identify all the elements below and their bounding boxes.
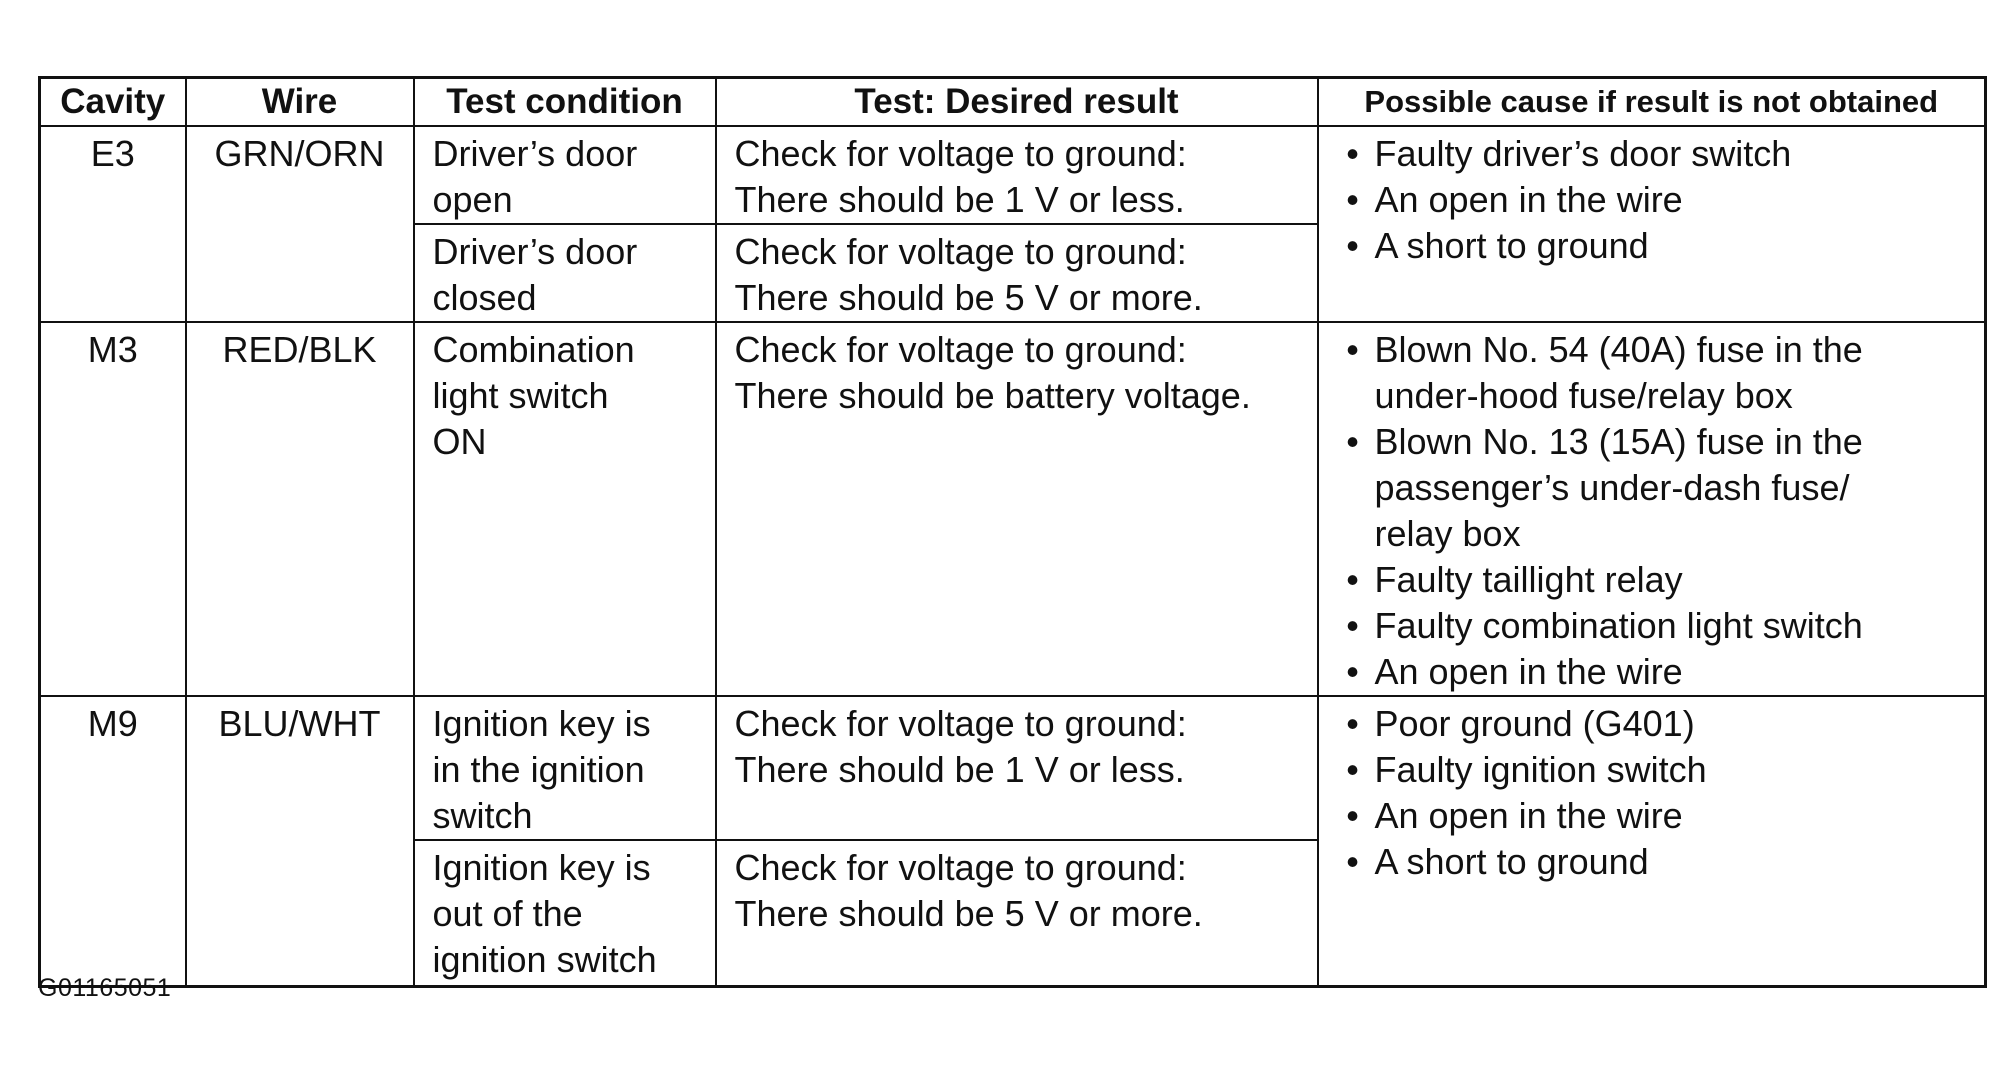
bullet-icon: •	[1346, 329, 1359, 370]
list-item	[1339, 839, 1973, 885]
list-item	[1339, 131, 1973, 177]
cavity-cell	[40, 126, 186, 322]
bullet-icon: •	[1346, 703, 1359, 744]
wire-color: RED/BLK	[222, 329, 377, 370]
wire-cell	[186, 126, 414, 322]
possible-cause-list	[1319, 127, 1985, 269]
cavity-cell	[40, 696, 186, 987]
cavity-value: M9	[87, 703, 138, 744]
list-item	[1339, 557, 1973, 603]
cause-text: A short to ground	[1374, 841, 1649, 882]
cause-text: An open in the wire	[1374, 651, 1683, 692]
header-possible-cause: Possible cause if result is not obtained	[1318, 78, 1986, 127]
table-row	[40, 322, 1986, 696]
list-item	[1339, 223, 1973, 269]
possible-cause-list	[1319, 697, 1985, 885]
cause-text: Blown No. 13 (15A) fuse in the passenger’s under-dash fuse/ relay box	[1374, 421, 1863, 554]
bullet-icon: •	[1346, 795, 1359, 836]
possible-cause-cell	[1318, 696, 1986, 987]
wire-color: BLU/WHT	[218, 703, 381, 744]
desired-result: Check for voltage to ground: There should be 5 V or more.	[734, 847, 1203, 934]
list-item	[1339, 793, 1973, 839]
test-condition-cell	[414, 696, 716, 840]
test-condition: Driver’s door open	[432, 133, 638, 220]
wire-cell	[186, 322, 414, 696]
bullet-icon: •	[1346, 421, 1359, 462]
bullet-icon: •	[1346, 133, 1359, 174]
test-condition: Ignition key is out of the ignition switch	[432, 847, 657, 980]
bullet-icon: •	[1346, 651, 1359, 692]
bullet-icon: •	[1346, 605, 1359, 646]
cause-text: Faulty taillight relay	[1374, 559, 1683, 600]
desired-result: Check for voltage to ground: There should be 1 V or less.	[734, 703, 1187, 790]
cause-text: A short to ground	[1374, 225, 1649, 266]
test-condition: Combination light switch ON	[432, 329, 635, 462]
desired-result-cell	[716, 322, 1318, 696]
test-condition-cell	[414, 322, 716, 696]
cause-text: An open in the wire	[1374, 795, 1683, 836]
cause-text: Faulty combination light switch	[1374, 605, 1863, 646]
possible-cause-cell	[1318, 126, 1986, 322]
table-row	[40, 696, 1986, 840]
cavity-value: M3	[87, 329, 138, 370]
cavity-cell	[40, 322, 186, 696]
possible-cause-cell	[1318, 322, 1986, 696]
list-item	[1339, 419, 1973, 557]
desired-result-cell	[716, 840, 1318, 987]
figure-id: G01165051	[38, 974, 172, 1002]
wire-color: GRN/ORN	[214, 133, 385, 174]
test-condition: Ignition key is in the ignition switch	[432, 703, 651, 836]
cause-text: Faulty driver’s door switch	[1374, 133, 1792, 174]
bullet-icon: •	[1346, 841, 1359, 882]
header-desired-result: Test: Desired result	[716, 78, 1318, 127]
bullet-icon: •	[1346, 749, 1359, 790]
desired-result-cell	[716, 224, 1318, 322]
bullet-icon: •	[1346, 225, 1359, 266]
header-wire: Wire	[186, 78, 414, 127]
bullet-icon: •	[1346, 559, 1359, 600]
desired-result: Check for voltage to ground: There should be 1 V or less.	[734, 133, 1187, 220]
possible-cause-list	[1319, 323, 1985, 695]
cause-text: Faulty ignition switch	[1374, 749, 1707, 790]
troubleshooting-table-container	[38, 76, 1984, 988]
list-item	[1339, 649, 1973, 695]
troubleshooting-table	[38, 76, 1987, 988]
cause-text: An open in the wire	[1374, 179, 1683, 220]
bullet-icon: •	[1346, 179, 1359, 220]
header-test-condition: Test condition	[414, 78, 716, 127]
header-cavity: Cavity	[40, 78, 186, 127]
desired-result: Check for voltage to ground: There should be battery voltage.	[734, 329, 1251, 416]
test-condition: Driver’s door closed	[432, 231, 638, 318]
list-item	[1339, 747, 1973, 793]
cavity-value: E3	[90, 133, 135, 174]
table-row	[40, 126, 1986, 224]
list-item	[1339, 177, 1973, 223]
test-condition-cell	[414, 126, 716, 224]
cause-text: Poor ground (G401)	[1374, 703, 1695, 744]
test-condition-cell	[414, 840, 716, 987]
list-item	[1339, 327, 1973, 419]
test-condition-cell	[414, 224, 716, 322]
wire-cell	[186, 696, 414, 987]
desired-result: Check for voltage to ground: There should be 5 V or more.	[734, 231, 1203, 318]
desired-result-cell	[716, 696, 1318, 840]
list-item	[1339, 603, 1973, 649]
desired-result-cell	[716, 126, 1318, 224]
list-item	[1339, 701, 1973, 747]
table-header-row	[40, 78, 1986, 127]
cause-text: Blown No. 54 (40A) fuse in the under-hood fuse/relay box	[1374, 329, 1863, 416]
